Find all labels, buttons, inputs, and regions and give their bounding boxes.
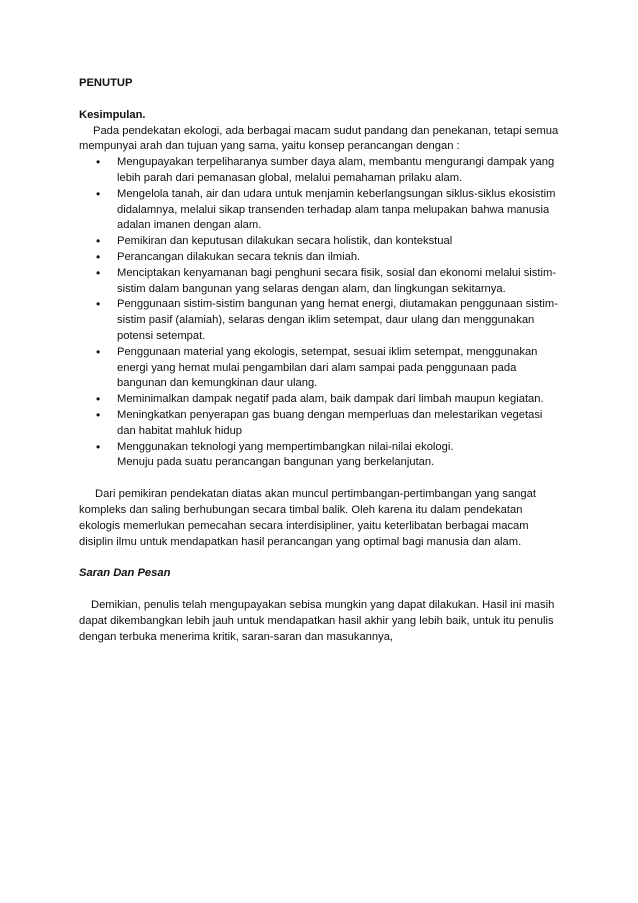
list-item [79, 440, 559, 456]
bullet-icon: • [96, 344, 101, 359]
bullet-icon: • [96, 234, 101, 249]
bullet-icon: • [96, 249, 101, 264]
list-item [79, 266, 559, 298]
document-title: PENUTUP [79, 77, 133, 89]
closing-line: Menuju pada suatu perancangan bangunan yang berkelanjutan. [117, 456, 435, 469]
bullet-icon: • [96, 392, 101, 407]
bullet-icon: • [96, 297, 101, 312]
list-item-text: Mengupayakan terpeliharanya sumber daya alam, membantu mengurangi dampak yang lebih parah dari pemanasan global, melalui pemahaman prilaku alam. [117, 156, 555, 184]
list-item [79, 155, 559, 187]
list-item-text: Pemikiran dan keputusan dilakukan secara holistik, dan kontekstual [117, 235, 453, 248]
list-item-text: Menggunakan teknologi yang mempertimbangkan nilai-nilai ekologi. [117, 440, 454, 453]
list-item-text: Menciptakan kenyamanan bagi penghuni secara fisik, sosial dan ekonomi melalui sistim-sistim dalam bangunan yang selaras dengan alam, dan lingkungan sekitarnya. [117, 266, 557, 295]
list-item-text: Penggunaan material yang ekologis, setempat, sesuai iklim setempat, menggunakan energi yang hemat mulai pengambilan dari alam sampai pada penggunaan pada bangunan dan kemungkinan daur ulang. [117, 345, 538, 390]
list-item [79, 250, 559, 266]
body-paragraph: Dari pemikiran pendekatan diatas akan muncul pertimbangan-pertimbangan yang sangat kompleks dan saling berhubungan secara timbal balik. Oleh karena itu dalam pendekatan ekologis memerlukan pemecahan secara interdisipliner, yaitu keterlibatan berbagai macam disiplin ilmu untuk mendapatkan hasil perancangan yang optimal bagi manusia dan alam. [79, 488, 536, 548]
list-item-text: Meningkatkan penyerapan gas buang dengan memperluas dan melestarikan vegetasi dan habitat mahluk hidup [117, 408, 543, 437]
document-page [79, 76, 559, 646]
closing-paragraph: Demikian, penulis telah mengupayakan sebisa mungkin yang dapat dilakukan. Hasil ini masih dapat dikembangkan lebih jauh untuk mendapatkan hasil akhir yang lebih baik, untuk itu penulis dengan terbuka menerima kritik, saran-saran dan masukannya, [79, 599, 555, 643]
bullet-icon: • [96, 155, 101, 170]
intro-paragraph: Pada pendekatan ekologi, ada berbagai macam sudut pandang dan penekanan, tetapi semua mempunyai arah dan tujuan yang sama, yaitu konsep perancangan dengan : [79, 124, 559, 153]
list-item-text: Perancangan dilakukan secara teknis dan ilmiah. [117, 250, 361, 263]
list-item-text: Meminimalkan dampak negatif pada alam, baik dampak dari limbah maupun kegiatan. [117, 393, 544, 406]
suggestion-heading: Saran Dan Pesan [79, 567, 171, 580]
list-item [79, 408, 559, 440]
list-item [79, 234, 559, 250]
conclusion-heading: Kesimpulan. [79, 108, 146, 121]
bullet-icon: • [96, 186, 101, 201]
bullet-icon: • [96, 439, 101, 454]
bullet-icon: • [96, 407, 101, 422]
list-item [79, 345, 559, 392]
list-item [79, 187, 559, 234]
conclusion-list [79, 155, 559, 455]
list-item-text: Penggunaan sistim-sistim bangunan yang hemat energi, diutamakan penggunaan sistim-sistim pasif (alamiah), selaras dengan iklim setempat, daur ulang dan menggunakan potensi setempat. [117, 298, 558, 342]
list-item [79, 297, 559, 344]
list-item [79, 392, 559, 408]
bullet-icon: • [96, 265, 101, 280]
list-item-text: Mengelola tanah, air dan udara untuk menjamin keberlangsungan siklus-siklus ekosistim didalamnya, melalui sikap transenden terhadap alam tanpa melupakan bahwa manusia adalan imanen dengan alam. [117, 187, 556, 232]
